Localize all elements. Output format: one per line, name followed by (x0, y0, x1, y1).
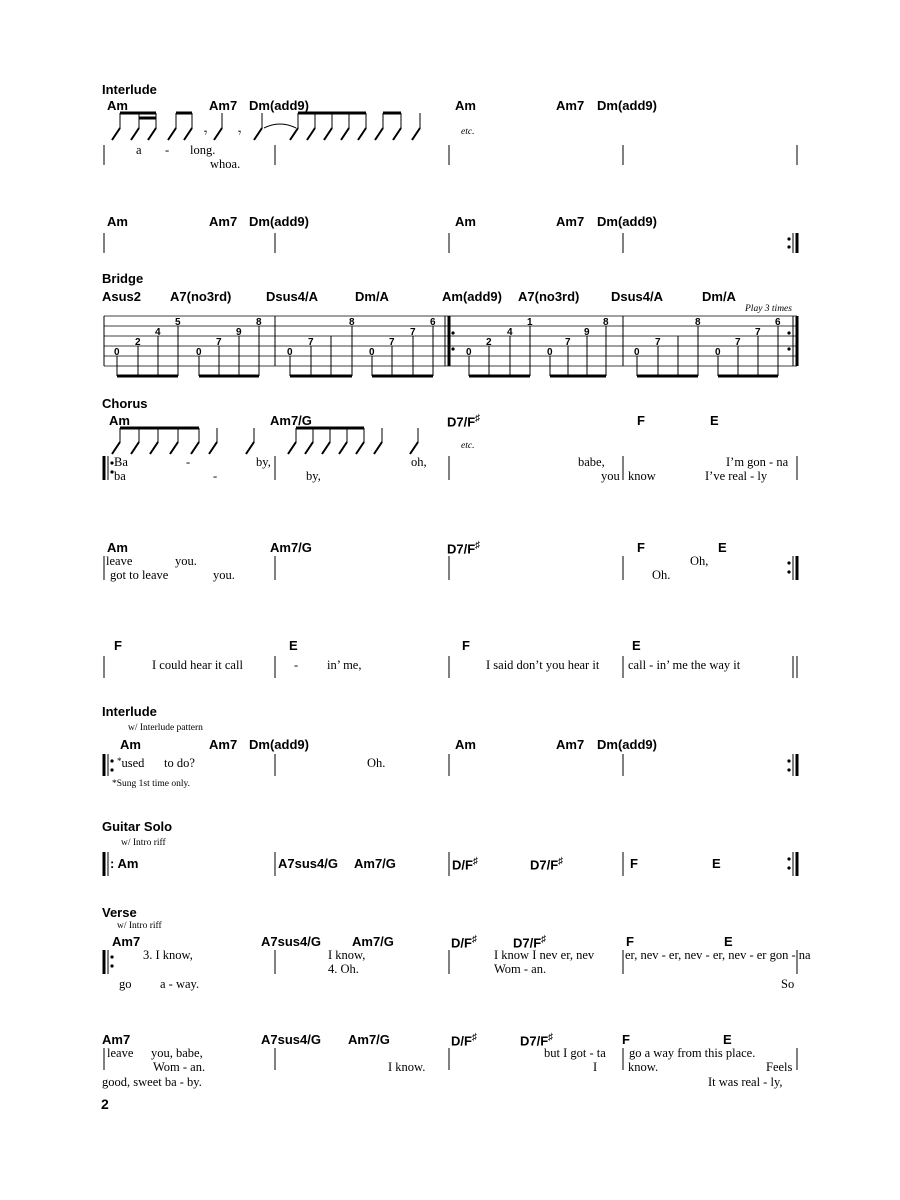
page-number: 2 (101, 1096, 109, 1112)
chord: Am (455, 214, 476, 229)
tab-number: 8 (695, 317, 701, 328)
tab-number: 6 (775, 317, 781, 328)
chord: Am (107, 214, 128, 229)
lyric: Wom - an. (153, 1060, 206, 1074)
chord: A7(no3rd) (518, 289, 580, 304)
section-verse: Verse (102, 905, 137, 920)
tab-number: 0 (196, 347, 202, 358)
tab-number: 8 (256, 317, 262, 328)
chord: Am7 (209, 737, 238, 752)
tab-number: 2 (486, 337, 492, 348)
tab-number: 4 (507, 327, 513, 338)
lyric: - (294, 658, 299, 672)
lyric: know (628, 469, 656, 483)
lyric: I said don’t you hear it (486, 658, 600, 672)
chord: : Am (110, 856, 139, 871)
chord: Am7/G (354, 856, 396, 871)
lyric: know. (628, 1060, 659, 1074)
chord: F (626, 934, 634, 949)
tab-number: 0 (114, 347, 120, 358)
chord: Dm(add9) (249, 214, 309, 229)
lyric: got to leave (110, 568, 169, 582)
lyric: 3. I know, (143, 948, 193, 962)
chord: A7sus4/G (261, 934, 321, 949)
lyric: good, sweet ba - by. (102, 1075, 202, 1089)
tab-number: 7 (410, 327, 416, 338)
lyric: you, babe, (151, 1046, 203, 1060)
chord: F (637, 413, 645, 428)
lyric: Oh. (367, 756, 386, 770)
tab-number: 2 (135, 337, 141, 348)
chord: Am7/G (270, 540, 312, 555)
lyric: long. (190, 143, 216, 157)
lyric: Wom - an. (494, 962, 547, 976)
chord: E (710, 413, 719, 428)
lyric: you (601, 469, 620, 483)
chord-d7fs: D7/F♯ (447, 540, 481, 557)
lyric: ba (114, 469, 126, 483)
chord: Dm(add9) (597, 214, 657, 229)
lyric: I could hear it call (152, 658, 243, 672)
tab-number: 6 (430, 317, 436, 328)
section-guitar-solo: Guitar Solo (102, 819, 173, 834)
tab-number: 8 (603, 317, 609, 328)
chord-dfs: D/F♯ (451, 1032, 477, 1049)
lyric: Oh. (652, 568, 671, 582)
tab-number: 9 (584, 327, 590, 338)
lyric: - (186, 455, 191, 469)
lyric: Feels (766, 1060, 793, 1074)
chord: E (723, 1032, 732, 1047)
lyric: I know. (388, 1060, 426, 1074)
lyric: to do? (164, 756, 195, 770)
chord: Dm(add9) (249, 737, 309, 752)
chord: F (637, 540, 645, 555)
lyric: oh, (411, 455, 427, 469)
intro-riff-note: w/ Intro riff (121, 838, 166, 848)
chord: F (622, 1032, 630, 1047)
chord: Dsus4/A (611, 289, 664, 304)
chord: Am7 (209, 98, 238, 113)
tab-number: 0 (369, 347, 375, 358)
etc-note: etc. (461, 127, 475, 137)
lyric: 4. Oh. (328, 962, 359, 976)
chord-dfs: D/F♯ (451, 934, 477, 951)
chord-dfs: D/F♯ (452, 856, 478, 873)
tab-number: 7 (308, 337, 314, 348)
chord: F (630, 856, 638, 871)
chord: Dm(add9) (249, 98, 309, 113)
tab-number: 7 (755, 327, 761, 338)
chord: Am(add9) (442, 289, 502, 304)
lyric: I’m gon - na (726, 455, 789, 469)
lyric: I (593, 1060, 598, 1074)
chord: Dm(add9) (597, 737, 657, 752)
lyric: leave (106, 554, 133, 568)
chord: Am7 (112, 934, 141, 949)
tab-number: 0 (466, 347, 472, 358)
section-interlude: Interlude (102, 82, 157, 97)
chord-d7fs: D7/F♯ (513, 934, 547, 951)
lyric: whoa. (210, 157, 241, 171)
svg-text:𝄾: 𝄾 (238, 126, 242, 141)
chord-d7fs: D7/F♯ (520, 1032, 554, 1049)
tab-number: 5 (175, 317, 181, 328)
tab-number: 7 (216, 337, 222, 348)
chord: Dm/A (355, 289, 389, 304)
chord: E (718, 540, 727, 555)
tab-number: 7 (655, 337, 661, 348)
lyric: a (136, 143, 142, 157)
tab-number: 4 (155, 327, 161, 338)
tab-number: 0 (715, 347, 721, 358)
chord: Am (455, 737, 476, 752)
chord: F (114, 638, 122, 653)
section-bridge: Bridge (102, 271, 144, 286)
tab-number: 7 (565, 337, 571, 348)
lyric: It was real - ly, (708, 1075, 783, 1089)
lyric: I know, (328, 948, 366, 962)
chord: Am7/G (270, 413, 312, 428)
section-chorus: Chorus (102, 396, 148, 411)
chord: Dm(add9) (597, 98, 657, 113)
chord: A7sus4/G (261, 1032, 321, 1047)
chord: E (289, 638, 298, 653)
lyric: So (781, 977, 795, 991)
etc-note: etc. (461, 441, 475, 451)
svg-text:𝄾: 𝄾 (204, 126, 208, 141)
chord: Dsus4/A (266, 289, 319, 304)
lyric: go (119, 977, 132, 991)
chord: Dm/A (702, 289, 736, 304)
section-interlude-2: Interlude (102, 704, 157, 719)
chord: Am (107, 540, 128, 555)
lyric: - (213, 469, 218, 483)
chord: F (462, 638, 470, 653)
lyric: I know I nev er, nev (494, 948, 595, 962)
chord-d7fs: D7/F♯ (447, 413, 481, 430)
interlude-pattern-note: w/ Interlude pattern (128, 723, 203, 733)
chord: Am (455, 98, 476, 113)
chord: Am7/G (352, 934, 394, 949)
chord: Am7 (209, 214, 238, 229)
chord: A7sus4/G (278, 856, 338, 871)
lyric: call - in’ me the way it (628, 658, 741, 672)
chord: E (632, 638, 641, 653)
lyric: you. (213, 568, 235, 582)
chord: Am7/G (348, 1032, 390, 1047)
chord-d7fs: D7/F♯ (530, 856, 564, 873)
chord: E (712, 856, 721, 871)
chord: Am7 (556, 214, 585, 229)
lyric: a - way. (160, 977, 200, 991)
lyric: *used (117, 756, 145, 770)
chord: A7(no3rd) (170, 289, 232, 304)
chord: Asus2 (102, 289, 142, 304)
lyric: - (165, 143, 170, 157)
lyric: you. (175, 554, 197, 568)
chord: Am7 (556, 737, 585, 752)
chord: Am (120, 737, 141, 752)
chord: Am7 (102, 1032, 131, 1047)
tab-number: 8 (349, 317, 355, 328)
tab-number: 7 (735, 337, 741, 348)
lyric: Ba (114, 455, 128, 469)
chord: Am (109, 413, 130, 428)
tab-number: 9 (236, 327, 242, 338)
lyric: in’ me, (327, 658, 362, 672)
tab-number: 0 (634, 347, 640, 358)
chord: Am7 (556, 98, 585, 113)
intro-riff-note: w/ Intro riff (117, 921, 162, 931)
chord: Am (107, 98, 128, 113)
lyric: I’ve real - ly (705, 469, 768, 483)
lyric: er, nev - er, nev - er, nev - er gon - na (625, 948, 811, 962)
chord: E (724, 934, 733, 949)
lyric: by, (256, 455, 271, 469)
lyric: Oh, (690, 554, 709, 568)
tab-number: 1 (527, 317, 533, 328)
lyric: by, (306, 469, 321, 483)
lyric: go a way from this place. (629, 1046, 756, 1060)
tab-number: 0 (547, 347, 553, 358)
play-3-times-note: Play 3 times (745, 304, 792, 314)
lyric: but I got - ta (544, 1046, 606, 1060)
lyric: babe, (578, 455, 605, 469)
lyric: leave (107, 1046, 134, 1060)
tab-number: 7 (389, 337, 395, 348)
tab-number: 0 (287, 347, 293, 358)
footnote: *Sung 1st time only. (112, 779, 191, 789)
